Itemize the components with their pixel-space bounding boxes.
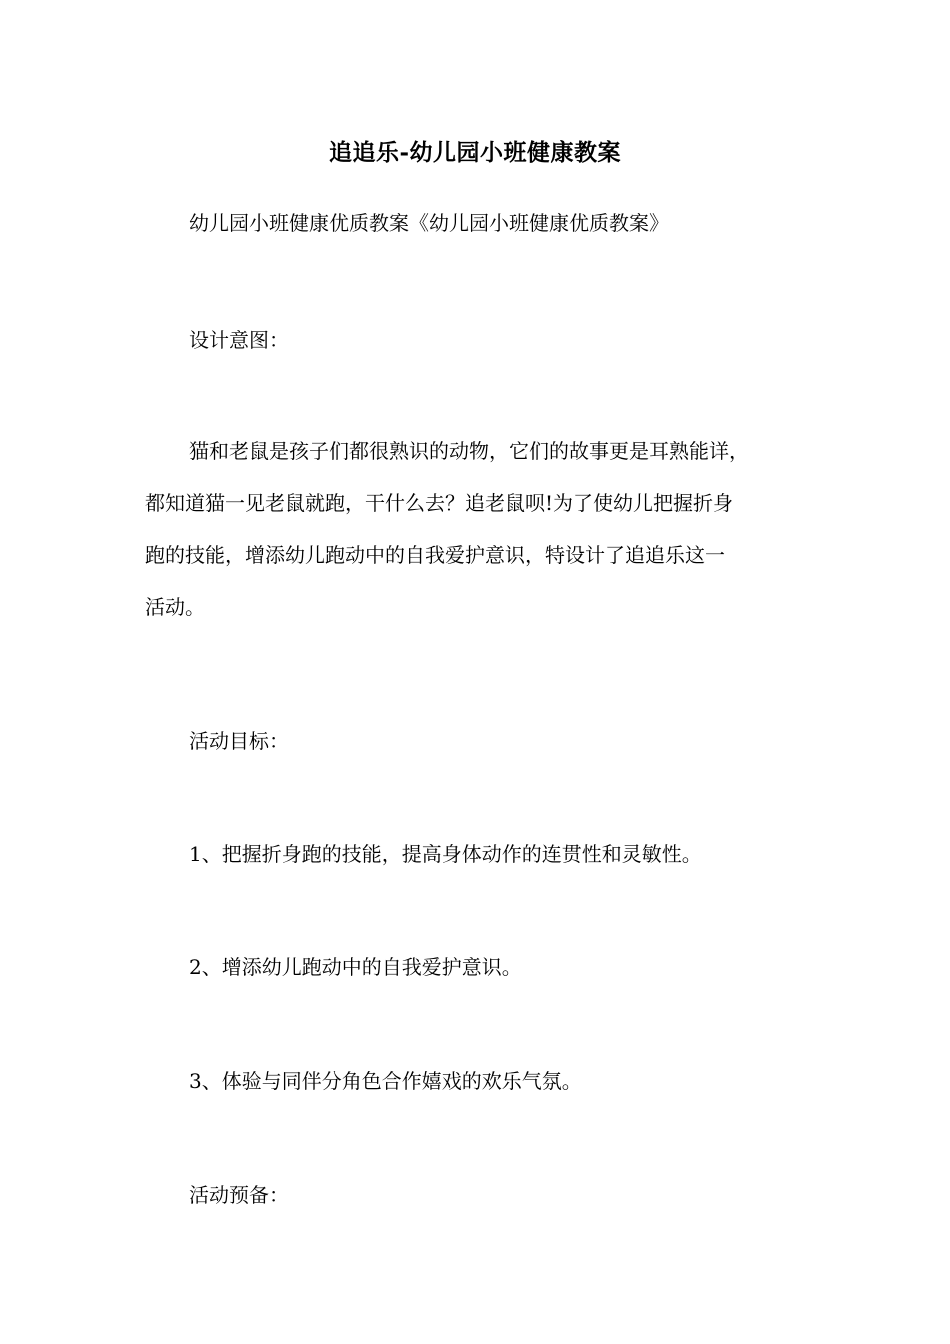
design-intent-paragraph bbox=[145, 433, 825, 641]
goals-heading: 活动目标： bbox=[189, 729, 289, 753]
paragraph-line: 活动。 bbox=[145, 595, 205, 619]
design-intent-heading: 设计意图： bbox=[189, 328, 289, 352]
document-subtitle: 幼儿园小班健康优质教案《幼儿园小班健康优质教案》 bbox=[189, 211, 669, 235]
paragraph-line: 都知道猫一见老鼠就跑，干什么去？追老鼠呗!为了使幼儿把握折身 bbox=[145, 491, 734, 515]
goal-item-1: 1、把握折身跑的技能，提高身体动作的连贯性和灵敏性。 bbox=[189, 842, 702, 866]
paragraph-line: 跑的技能，增添幼儿跑动中的自我爱护意识，特设计了追追乐这一 bbox=[145, 543, 725, 567]
paragraph-line: 猫和老鼠是孩子们都很熟识的动物，它们的故事更是耳熟能详， bbox=[189, 439, 749, 463]
preparation-heading: 活动预备： bbox=[189, 1183, 289, 1207]
document-title: 追追乐-幼儿园小班健康教案 bbox=[328, 139, 622, 166]
goal-item-3: 3、体验与同伴分角色合作嬉戏的欢乐气氛。 bbox=[189, 1069, 582, 1093]
goal-item-2: 2、增添幼儿跑动中的自我爱护意识。 bbox=[189, 955, 522, 979]
